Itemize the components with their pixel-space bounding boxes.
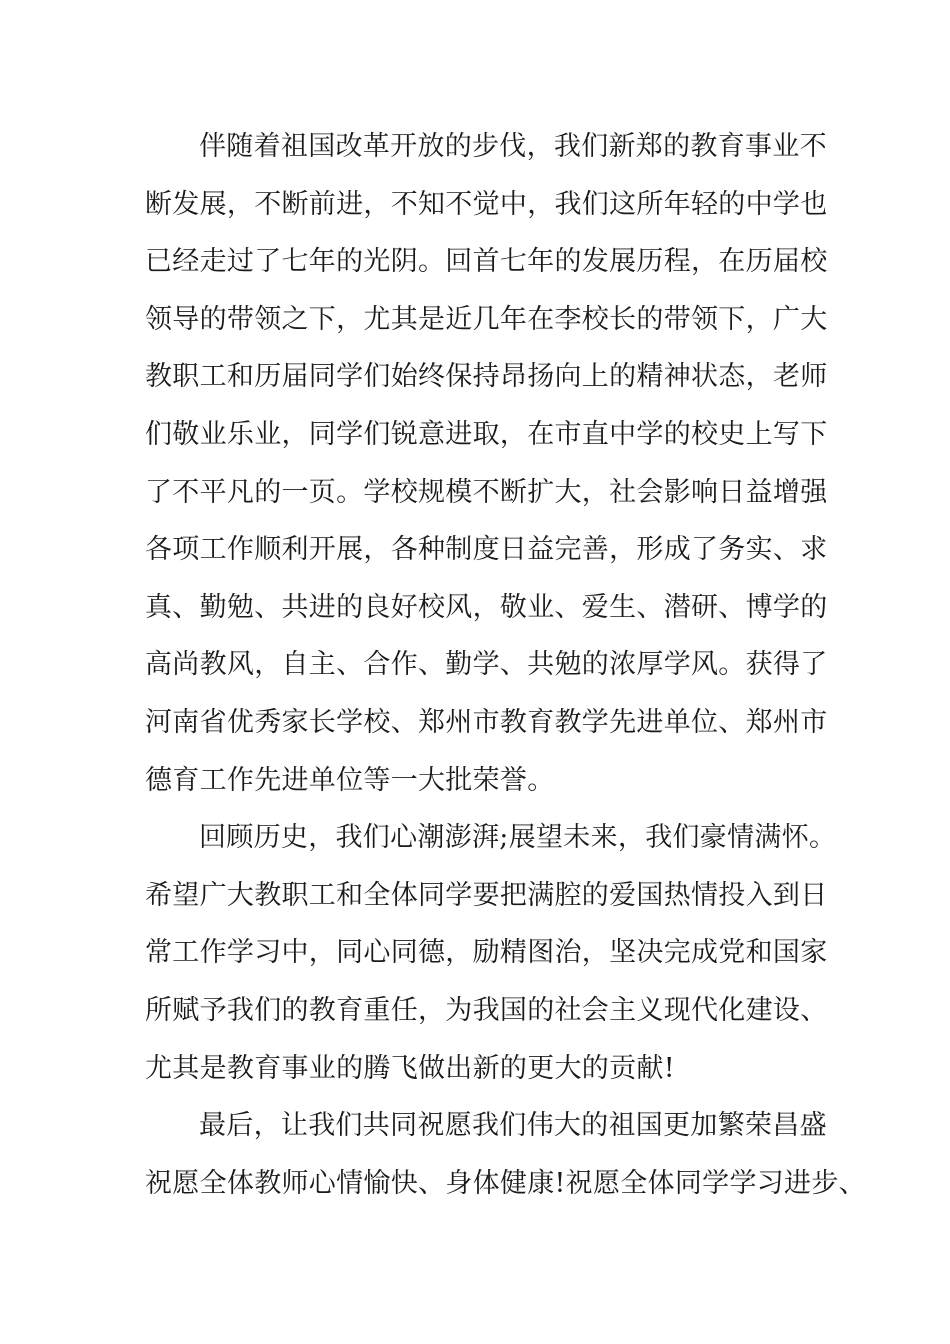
paragraph-1-line-4: 领导的带领之下，尤其是近几年在李校长的带领下，广大 bbox=[145, 303, 828, 335]
paragraph-2-line-1: 回顾历史，我们心潮澎湃;展望未来，我们豪情满怀。 bbox=[199, 822, 837, 854]
paragraph-2-line-2: 希望广大教职工和全体同学要把满腔的爱国热情投入到日 bbox=[145, 879, 828, 911]
paragraph-1-line-3: 已经走过了七年的光阴。回首七年的发展历程，在历届校 bbox=[145, 246, 828, 278]
speech-body bbox=[145, 118, 866, 1212]
paragraph-1-line-2: 断发展，不断前进，不知不觉中，我们这所年轻的中学也 bbox=[145, 188, 828, 220]
paragraph-1-line-5: 教职工和历届同学们始终保持昂扬向上的精神状态，老师 bbox=[145, 361, 828, 393]
paragraph-2-line-5: 尤其是教育事业的腾飞做出新的更大的贡献! bbox=[145, 1052, 675, 1084]
paragraph-3-line-1: 最后，让我们共同祝愿我们伟大的祖国更加繁荣昌盛 bbox=[199, 1110, 827, 1142]
paragraph-2-line-4: 所赋予我们的教育重任，为我国的社会主义现代化建设、 bbox=[145, 994, 828, 1026]
paragraph-1-line-12: 德育工作先进单位等一大批荣誉。 bbox=[145, 764, 555, 796]
paragraph-1-line-9: 真、勤勉、共进的良好校风，敬业、爱生、潜研、博学的 bbox=[145, 591, 828, 623]
paragraph-1-line-11: 河南省优秀家长学校、郑州市教育教学先进单位、郑州市 bbox=[145, 706, 828, 738]
paragraph-1-line-7: 了不平凡的一页。学校规模不断扩大，社会影响日益增强 bbox=[145, 476, 828, 508]
paragraph-2-line-3: 常工作学习中，同心同德，励精图治，坚决完成党和国家 bbox=[145, 937, 828, 969]
paragraph-1-line-10: 高尚教风，自主、合作、勤学、共勉的浓厚学风。获得了 bbox=[145, 649, 828, 681]
paragraph-3-line-2: 祝愿全体教师心情愉快、身体健康!祝愿全体同学学习进步、 bbox=[145, 1167, 866, 1199]
paragraph-1-line-8: 各项工作顺利开展，各种制度日益完善，形成了务实、求 bbox=[145, 534, 828, 566]
paragraph-1-line-1: 伴随着祖国改革开放的步伐，我们新郑的教育事业不 bbox=[199, 131, 827, 162]
paragraph-1-line-6: 们敬业乐业，同学们锐意进取，在市直中学的校史上写下 bbox=[145, 418, 828, 450]
